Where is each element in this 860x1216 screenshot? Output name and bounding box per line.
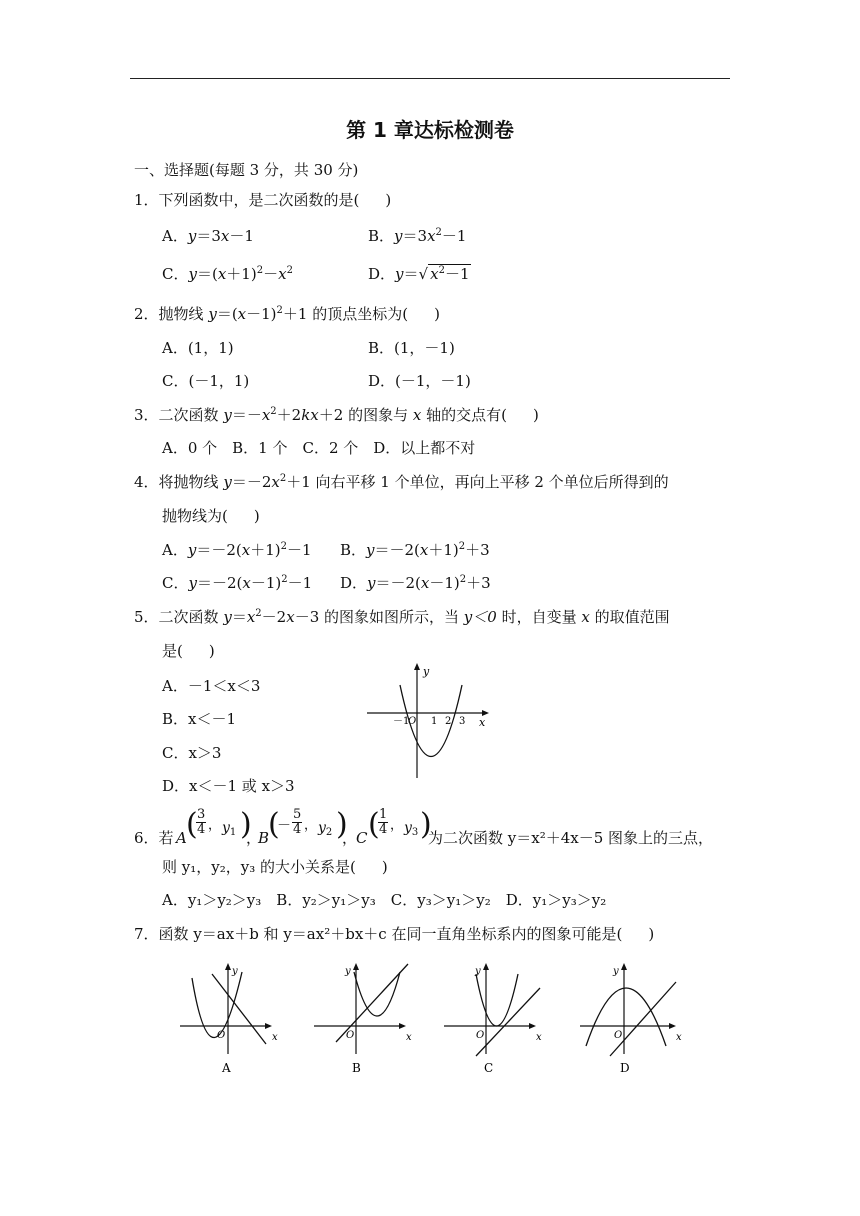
option-label: C． — [162, 574, 189, 592]
q1-option-a: A．y＝3x－1 — [162, 227, 254, 245]
y-axis-arrow — [225, 963, 231, 970]
y3-label: $y_3$ — [404, 820, 419, 838]
point-c-label: C — [356, 829, 368, 847]
variable-x: x — [581, 608, 590, 626]
tick-label: －1 — [393, 716, 410, 727]
q2-option-d: D．(－1，－1) — [368, 372, 471, 390]
graph-label-b: B — [352, 1061, 361, 1075]
x-axis-label: x — [536, 1032, 542, 1043]
y-axis-label: y — [475, 966, 481, 977]
q1-option-c: C．$y=(x+1)^2-x^2$ — [162, 265, 293, 283]
comma: ， — [208, 818, 222, 833]
q1-option-b: B．$y=3x^2-1$ — [368, 227, 467, 245]
q4-option-d: D．$y=-2(x-1)^2+3$ — [340, 574, 491, 592]
question-number: 4． — [134, 473, 159, 491]
fraction-numerator: 3 — [197, 807, 206, 822]
q7-graph-c — [442, 960, 547, 1078]
q5-option-c: C．x＞3 — [162, 744, 222, 762]
question-stem: 抛物线 — [158, 305, 209, 323]
fraction-numerator: 1 — [379, 807, 388, 822]
question-stem: 将抛物线 — [158, 473, 224, 491]
question-stem: 函数 y＝ax＋b 和 y＝ax²＋bx＋c 在同一直角坐标系内的图象可能是( — [158, 925, 623, 943]
y-axis-label: y — [423, 665, 430, 678]
option-label: D． — [340, 574, 368, 592]
option-label: A． — [162, 541, 188, 559]
question-stem: 时，自变量 — [496, 608, 582, 626]
point-b-label: B — [258, 829, 270, 847]
q4-option-c: C．$y=-2(x-1)^2-1$ — [162, 574, 313, 592]
question-3: 3．二次函数 $y=-x^2+2kx+2$ 的图象与 x 轴的交点有( ) — [134, 406, 539, 424]
fraction-b — [292, 808, 302, 837]
paren-open: ( — [186, 807, 198, 842]
tick-label: 3 — [459, 716, 466, 727]
answer-paren-close: ) — [253, 507, 260, 525]
point-a-label: A — [176, 829, 187, 847]
q2-option-c: C．(－1，1) — [162, 372, 250, 390]
graph-label-a: A — [222, 1061, 231, 1075]
q6-options: A．y₁＞y₂＞y₃ B．y₂＞y₁＞y₃ C．y₃＞y₁＞y₂ D．y₁＞y₃＞y₂ — [162, 891, 607, 909]
y-axis-arrow — [621, 963, 627, 970]
question-stem: 向右平移 1 个单位，再向上平移 2 个单位后所得到的 — [315, 473, 669, 491]
q5-option-a: A．－1＜x＜3 — [162, 677, 261, 695]
answer-paren-close: ) — [532, 406, 539, 424]
question-2: 2．抛物线 $y=(x-1)^2+1$ 的顶点坐标为( ) — [134, 305, 440, 323]
origin-label: O — [614, 1030, 623, 1041]
x-axis-label: x — [479, 716, 486, 729]
question-number: 3． — [134, 406, 159, 424]
answer-paren-close: ) — [385, 191, 392, 209]
x-axis-label: x — [406, 1032, 412, 1043]
y-axis-label: y — [232, 966, 238, 977]
fraction-denominator: 4 — [197, 822, 206, 837]
x-axis-arrow — [399, 1023, 406, 1029]
question-5: 5．二次函数 $y=x^2-2x-3$ 的图象如图所示，当 y＜0 时，自变量 x 的取值范围 — [134, 608, 670, 626]
question-stem: 抛物线为( — [162, 507, 228, 525]
x-axis-arrow — [529, 1023, 536, 1029]
comma: ， — [246, 829, 262, 847]
question-stem: 的顶点坐标为( — [312, 305, 409, 323]
page-title: 第 1 章达标检测卷 — [346, 118, 514, 142]
graph-label-d: D — [620, 1061, 630, 1075]
paren-close: ) — [336, 807, 348, 842]
origin-label: O — [476, 1030, 485, 1041]
paren-close: ) — [240, 807, 252, 842]
tick-label: 1 — [431, 716, 438, 727]
origin-label: O — [346, 1030, 355, 1041]
question-stem: 是( — [162, 642, 183, 660]
graph-label-c: C — [484, 1061, 494, 1075]
q2-option-a: A．(1，1) — [162, 339, 234, 357]
fraction-denominator: 4 — [379, 822, 388, 837]
condition: y＜0 — [463, 608, 497, 626]
y2-label: $y_2$ — [318, 820, 333, 838]
question-4: 4．将抛物线 $y=-2x^2+1$ 向右平移 1 个单位，再向上平移 2 个单位后所得到的 — [134, 473, 669, 491]
section-heading: 一、选择题(每题 3 分，共 30 分) — [134, 161, 359, 179]
question-number: 6． — [134, 829, 159, 847]
question-stem: 下列函数中，是二次函数的是( — [158, 191, 360, 209]
q4-option-a: A．$y=-2(x+1)^2-1$ — [162, 541, 312, 559]
option-label: C． — [162, 265, 189, 283]
origin-label: O — [408, 716, 417, 727]
option-label: B． — [368, 227, 395, 245]
answer-paren-close: ) — [381, 858, 388, 876]
fraction-c — [378, 808, 388, 837]
x-axis-label: x — [676, 1032, 682, 1043]
question-7 — [134, 924, 654, 944]
comma: ， — [342, 829, 358, 847]
y-axis-arrow — [353, 963, 359, 970]
y-axis-label: y — [345, 966, 351, 977]
question-4-line2 — [162, 506, 260, 526]
question-6-number — [134, 828, 174, 848]
paren-open: ( — [368, 807, 380, 842]
question-stem: 的取值范围 — [589, 608, 670, 626]
question-stem: 若 — [158, 829, 174, 847]
answer-paren-close: ) — [648, 925, 655, 943]
q7-graph-a — [178, 960, 283, 1078]
y1-label: $y_1$ — [222, 820, 237, 838]
x-axis-label: x — [272, 1032, 278, 1043]
y-axis-label: y — [613, 966, 619, 977]
question-number: 1． — [134, 191, 159, 209]
minus-sign: － — [277, 818, 291, 834]
q5-parabola-graph — [365, 660, 495, 782]
answer-paren-close: ) — [208, 642, 215, 660]
paren-open: ( — [268, 807, 280, 842]
question-stem: 的图象如图所示，当 — [324, 608, 464, 626]
x-axis-arrow — [265, 1023, 272, 1029]
q4-option-b: B．$y=-2(x+1)^2+3$ — [340, 541, 490, 559]
q1-option-d: D．y＝√ $x^2-1$ — [368, 265, 470, 283]
question-1 — [134, 190, 391, 210]
fraction-a — [196, 808, 206, 837]
question-stem: 的图象与 — [348, 406, 413, 424]
question-number: 5． — [134, 608, 159, 626]
fraction-numerator: 5 — [293, 807, 302, 822]
origin-label: O — [217, 1030, 226, 1041]
question-stem: 为二次函数 y＝x²＋4x－5 图象上的三点， — [428, 829, 714, 847]
q3-options: A．0 个 B．1 个 C．2 个 D．以上都不对 — [162, 439, 476, 457]
question-stem: 则 y₁，y₂，y₃ 的大小关系是( — [162, 858, 356, 876]
y-axis-arrow — [483, 963, 489, 970]
question-stem: 二次函数 — [158, 608, 224, 626]
question-number: 7． — [134, 925, 159, 943]
tick-label: 2 — [445, 716, 452, 727]
parabola-curve — [354, 972, 400, 1016]
question-6-line2 — [162, 857, 388, 877]
paren-close: ) — [420, 807, 432, 842]
q5-option-b: B．x＜－1 — [162, 710, 237, 728]
comma: ， — [304, 818, 318, 833]
question-stem: 二次函数 — [158, 406, 224, 424]
option-label: D． — [368, 265, 396, 283]
question-number: 2． — [134, 305, 159, 323]
question-stem: 轴的交点有( — [421, 406, 507, 424]
x-axis-arrow — [669, 1023, 676, 1029]
option-label: A． — [162, 227, 188, 245]
q7-graph-d — [578, 960, 686, 1078]
q2-option-b: B．(1，－1) — [368, 339, 455, 357]
option-label: B． — [340, 541, 367, 559]
answer-paren-close: ) — [434, 305, 440, 323]
comma: ， — [390, 818, 404, 833]
fraction-denominator: 4 — [293, 822, 302, 837]
parabola-curve — [192, 972, 242, 1038]
variable-x: x — [412, 406, 422, 424]
question-5-line2 — [162, 641, 215, 661]
q5-option-d: D．x＜－1 或 x＞3 — [162, 777, 295, 795]
header-rule — [130, 78, 730, 79]
q7-graph-b — [312, 960, 417, 1078]
y-axis-arrow — [414, 663, 420, 670]
